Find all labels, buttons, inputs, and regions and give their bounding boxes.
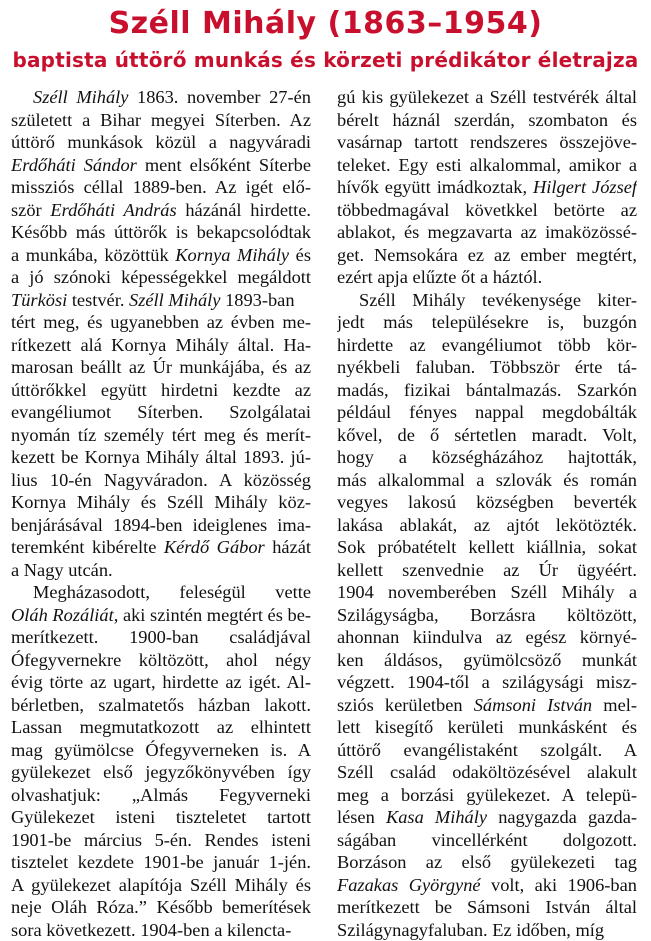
left-column-line: Széll Mihály 1863. november 27-én [11, 86, 311, 109]
right-column-line: nyékbeli faluban. Többször érte tá- [337, 356, 637, 379]
right-column-line: jedt más településekre is, buzgón [337, 311, 637, 334]
left-column-line: benjárásával 1894-ben ideiglenes ima- [11, 514, 311, 537]
article-subtitle: baptista úttörő munkás és körzeti prédikátor életrajza [0, 46, 651, 74]
left-column-line: Ófegyvernekre költözött, ahol négy [11, 649, 311, 672]
left-column-line: Türkösi testvér. Széll Mihály 1893-ban [11, 289, 311, 312]
right-column-line: hogy a községházához hajtották, [337, 446, 637, 469]
left-column-line: A gyülekezet alapítója Széll Mihály és [11, 874, 311, 897]
left-column-line: lius 10-én Nagyváradon. A közösség [11, 469, 311, 492]
right-column-line: Borzáson az első gyülekezeti tag [337, 851, 637, 874]
right-column-line: Sok próbatételt kellett kiállnia, sokat [337, 536, 637, 559]
left-column-line: 1901-be március 5-én. Rendes isteni [11, 829, 311, 852]
left-column-line: Később más úttörők is bekapcsolódtak [11, 221, 311, 244]
right-column-line: sziós kerületben Sámsoni István mel- [337, 694, 637, 717]
right-column-line: például fényes nappal megdobálták [337, 401, 637, 424]
right-column-line: hirdette az evangéliumot több kör- [337, 334, 637, 357]
right-column-line: lett kisegítő kerületi munkásként és [337, 716, 637, 739]
left-column-line: úttörő munkások közül a nagyváradi [11, 131, 311, 154]
left-column-line: úttörőkkel együtt hirdetni kezdte az [11, 379, 311, 402]
left-column-line: ször Erdőháti András házánál hirdette. [11, 199, 311, 222]
left-column-line: marosan beállt az Úr munkájába, és az [11, 356, 311, 379]
right-column-line: bérelt háznál szerdán, szombaton és [337, 109, 637, 132]
right-column-line: get. Nemsokára ez az ember megtért, [337, 244, 637, 267]
left-column [11, 86, 311, 941]
left-column-line: olvashatjuk: „Almás Fegyverneki [11, 784, 311, 807]
right-column-line: ezért apja elűzte őt a háztól. [337, 266, 637, 289]
right-column-line: teleket. Egy esti alkalommal, amikor a [337, 154, 637, 177]
left-column-line: Oláh Rozáliát, aki szintén megtért és be- [11, 604, 311, 627]
right-column-line: Széll Mihály tevékenysége kiter- [337, 289, 637, 312]
right-column [337, 86, 637, 941]
left-column-line: teremként kibérelte Kérdő Gábor házát [11, 536, 311, 559]
right-column-line: kellett szenvednie az Úr ügyéért. [337, 559, 637, 582]
left-column-line: sora következett. 1904-ben a kilencta- [11, 919, 311, 941]
left-column-line: Lassan megmutatkozott az elhintett [11, 716, 311, 739]
right-column-line: merítkezett be Sámsoni István által [337, 896, 637, 919]
right-column-line: kővel, de ő sértetlen maradt. Volt, [337, 424, 637, 447]
left-column-line: nyomán tíz személy tért meg és merít- [11, 424, 311, 447]
right-column-line: vasárnap tartott rendszeres összejöve- [337, 131, 637, 154]
left-column-line: a jó szónoki képességekkel megáldott [11, 266, 311, 289]
left-column-line: mag gyümölcse Ófegyverneken is. A [11, 739, 311, 762]
right-column-line: ken áldásos, gyümölcsöző munkát [337, 649, 637, 672]
right-column-line: Szilágyságba, Borzásra költözött, [337, 604, 637, 627]
right-column-line: 1904 novemberében Széll Mihály a [337, 581, 637, 604]
right-column-line: ságában vincellérként dolgozott. [337, 829, 637, 852]
left-column-line: evangéliumot Síterben. Szolgálatai [11, 401, 311, 424]
right-column-line: más alkalommal a szlovák és román [337, 469, 637, 492]
left-column-line: gyülekezet első jegyzőkönyvében így [11, 761, 311, 784]
right-column-line: ablakot, és megzavarta az imaközössé- [337, 221, 637, 244]
right-column-line: hívők együtt imádkoztak, Hilgert József [337, 176, 637, 199]
left-column-line: Megházasodott, feleségül vette [11, 581, 311, 604]
left-column-line: Kornya Mihály és Széll Mihály köz- [11, 491, 311, 514]
right-column-line: végzett. 1904-től a szilágysági misz- [337, 671, 637, 694]
left-column-line: a munkába, közöttük Kornya Mihály és [11, 244, 311, 267]
left-column-line: neje Oláh Róza.” Később bemerítések [11, 896, 311, 919]
left-column-line: bérletben, szalmatetős házban lakott. [11, 694, 311, 717]
right-column-line: gú kis gyülekezet a Széll testvérék által [337, 86, 637, 109]
left-column-line: született a Bihar megyei Síterben. Az [11, 109, 311, 132]
right-column-line: Fazakas Györgyné volt, aki 1906-ban [337, 874, 637, 897]
right-column-line: meg a borzási gyülekezet. A telepü- [337, 784, 637, 807]
right-column-line: többedmagával követkkel betörte az [337, 199, 637, 222]
right-column-line: lakása ablakát, az ajtót lekötözték. [337, 514, 637, 537]
right-column-line: Széll család odaköltözésével alakult [337, 761, 637, 784]
left-column-line: tisztelet kezdete 1901-be január 1-jén. [11, 851, 311, 874]
right-column-line: lésen Kasa Mihály nagygazda gazda- [337, 806, 637, 829]
article-title: Széll Mihály (1863–1954) [0, 4, 651, 44]
left-column-line: Erdőháti Sándor ment elsőként Síterbe [11, 154, 311, 177]
right-column-line: vegyes lakosú községben beverték [337, 491, 637, 514]
right-column-line: Szilágynagyfaluban. Ez időben, míg [337, 919, 637, 941]
right-column-line: madás, fizikai bántalmazás. Szarkón [337, 379, 637, 402]
left-column-line: kezett be Kornya Mihály által 1893. jú- [11, 446, 311, 469]
left-column-line: rítkezett alá Kornya Mihály által. Ha- [11, 334, 311, 357]
left-column-line: Gyülekezet isteni tiszteletet tartott [11, 806, 311, 829]
right-column-line: úttörő evangélistaként szolgált. A [337, 739, 637, 762]
left-column-line: évig törte az ugart, hirdette az igét. Al- [11, 671, 311, 694]
left-column-line: a Nagy utcán. [11, 559, 311, 582]
right-column-line: ahonnan kiindulva az egész környé- [337, 626, 637, 649]
left-column-line: tért meg, és ugyanebben az évben me- [11, 311, 311, 334]
left-column-line: missziós céllal 1889-ben. Az igét elő- [11, 176, 311, 199]
left-column-line: merítkezett. 1900-ban családjával [11, 626, 311, 649]
